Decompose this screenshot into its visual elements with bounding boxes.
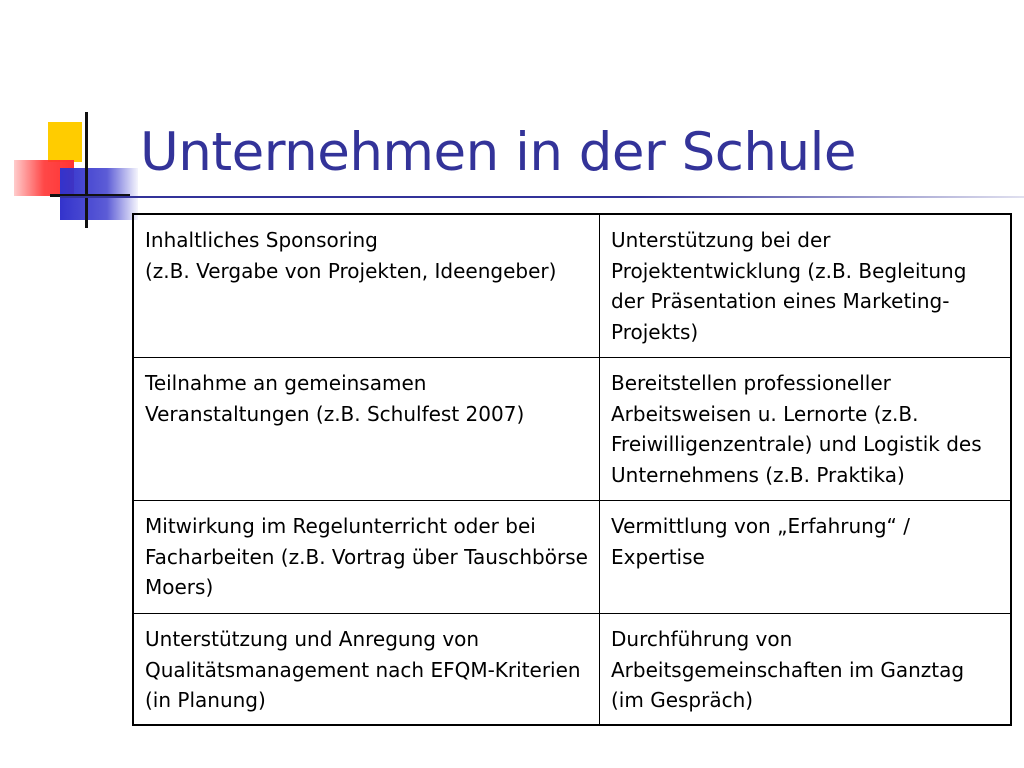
slide-title: Unternehmen in der Schule xyxy=(140,122,856,183)
title-underline xyxy=(60,196,1024,198)
slide-logo xyxy=(0,0,140,240)
table-row xyxy=(133,358,1011,501)
logo-yellow-square xyxy=(48,122,82,162)
table-row xyxy=(133,501,1011,614)
table-cell-right: Durchführung von Arbeitsgemeinschaften im Ganztag (im Gespräch) xyxy=(600,614,1012,726)
table-row xyxy=(133,214,1011,358)
table-row xyxy=(133,614,1011,726)
table-cell-right: Unterstützung bei der Projektentwicklung (z.B. Begleitung der Präsentation eines Marketing-Projekts) xyxy=(600,214,1012,358)
table-cell-right: Bereitstellen professioneller Arbeitsweisen u. Lernorte (z.B. Freiwilligenzentrale) und Logistik des Unternehmens (z.B. Praktika) xyxy=(600,358,1012,501)
table-cell-left: Teilnahme an gemeinsamen Veranstaltungen (z.B. Schulfest 2007) xyxy=(133,358,600,501)
table-cell-right: Vermittlung von „Erfahrung“ / Expertise xyxy=(600,501,1012,614)
table-cell-left: Inhaltliches Sponsoring (z.B. Vergabe von Projekten, Ideengeber) xyxy=(133,214,600,358)
table-cell-left: Unterstützung und Anregung von Qualitätsmanagement nach EFQM-Kriterien (in Planung) xyxy=(133,614,600,726)
cooperation-table xyxy=(132,213,1012,726)
table-cell-left: Mitwirkung im Regelunterricht oder bei Facharbeiten (z.B. Vortrag über Tauschbörse Moers) xyxy=(133,501,600,614)
